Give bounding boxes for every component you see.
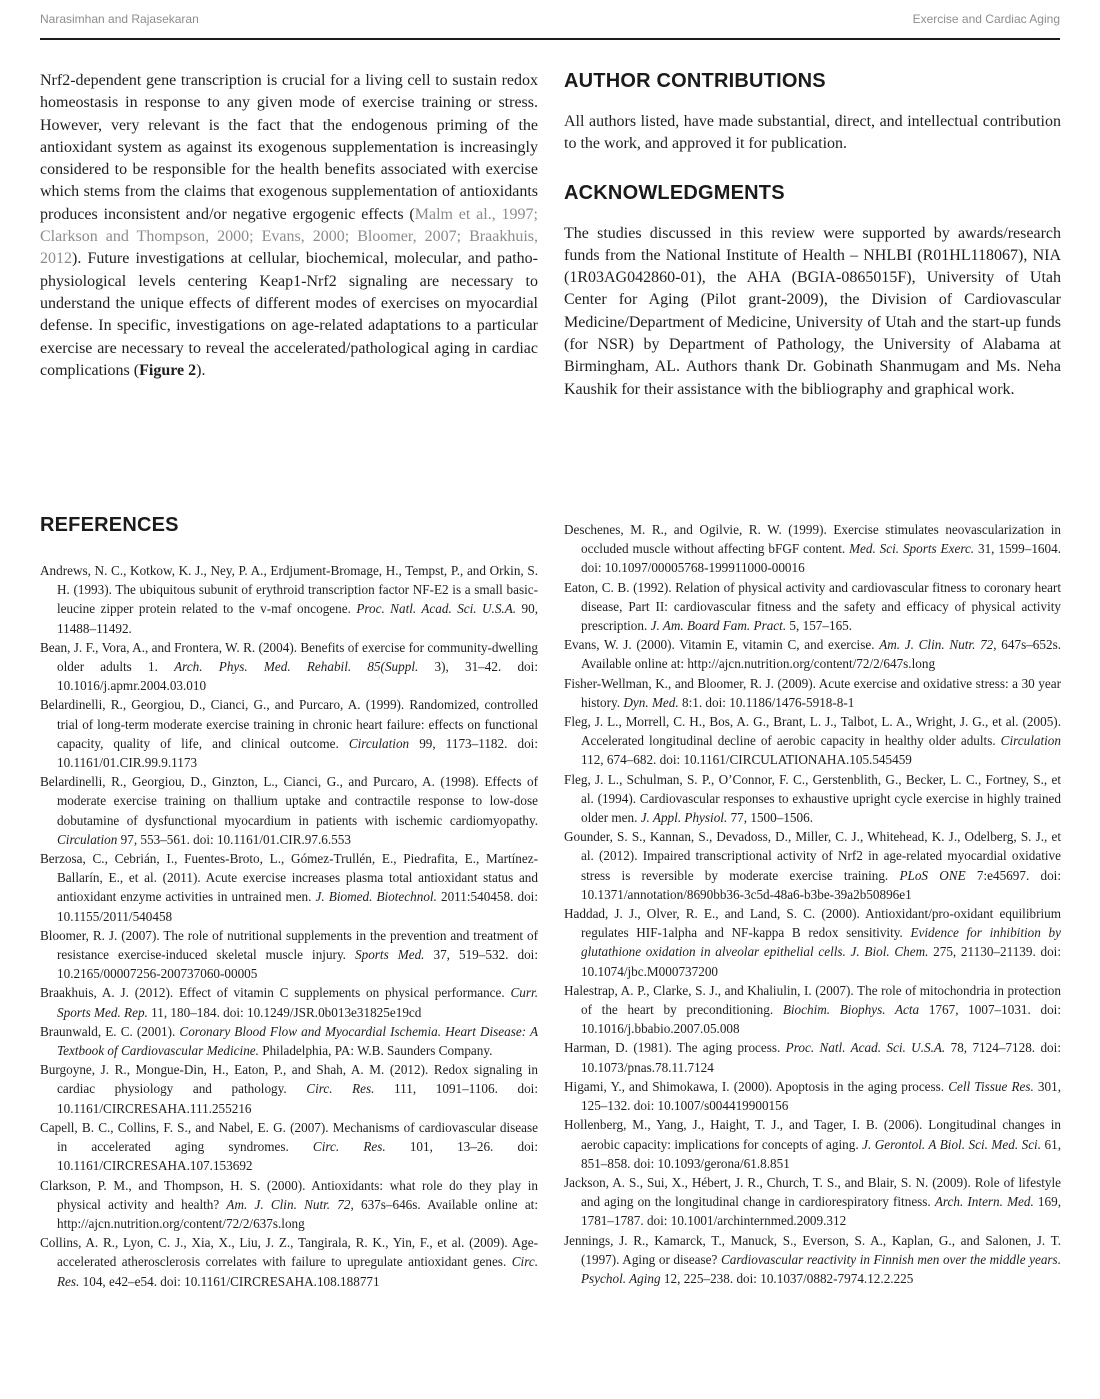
reference-entry: Eaton, C. B. (1992). Relation of physical activity and cardiovascular fitness to coronary heart disease, Part II: cardiovascular fitness and the safety and efficacy of physical activity prescription. J. Am. Board Fam. Pract. 5, 157–165. xyxy=(564,579,1061,634)
acknowledgments-text: The studies discussed in this review were supported by awards/research funds from the National Institute of Health – NHLBI (R01HL118067), NIA (1R03AG042860-01), the AHA (BGIA-0865015F), University of Utah Center for Aging (Pilot grant-2009), the Division of Cardiovascular Medicine/Department of Medicine, University of Utah and the start-up funds (for NSR) by Department of Pathology, the University of Alabama at Birmingham, AL. Authors thank Dr. Gobinath Shanmugam and Ms. Neha Kaushik for their assistance with the bibliography and graphical work. xyxy=(564,224,1061,398)
reference-entry: Capell, B. C., Collins, F. S., and Nabel, E. G. (2007). Mechanisms of cardiovascular disease in accelerated aging syndromes. Circ. Res. 101, 13–26. doi: 10.1161/CIRCRESAHA.107.153692 xyxy=(40,1119,539,1174)
back-matter-column xyxy=(564,70,1061,427)
reference-entry: Jackson, A. S., Sui, X., Hébert, J. R., Church, T. S., and Blair, S. N. (2009). Role of lifestyle and aging on the longitudinal change in cardiorespiratory fitness. Arch. Intern. Med. 169, 1781–1787. doi: 10.1001/archinternmed.2009.312 xyxy=(564,1174,1061,1229)
running-head-title: Exercise and Cardiac Aging xyxy=(912,12,1060,26)
reference-entry: Fleg, J. L., Schulman, S. P., O’Connor, F. C., Gerstenblith, G., Becker, L. C., Fortney, S., et al. (1994). Cardiovascular responses to exhaustive upright cycle exercise in highly trained older men. J. Appl. Physiol. 77, 1500–1506. xyxy=(564,771,1061,826)
reference-entry: Gounder, S. S., Kannan, S., Devadoss, D., Miller, C. J., Whitehead, K. J., Odelberg, S. J., et al. (2012). Impaired transcriptional activity of Nrf2 in age-related myocardial oxidative stress is reversible by moderate exercise training. PLoS ONE 7:e45697. doi: 10.1371/annotation/8690bb36-3c5d-48a6-b3be-39a2b50896e1 xyxy=(564,829,1061,902)
references-list-right xyxy=(564,520,1061,1288)
reference-entry: Jennings, J. R., Kamarck, T., Manuck, S., Everson, S. A., Kaplan, G., and Salonen, J. T. (1997). Aging or disease? Cardiovascular reactivity in Finnish men over the middle years. Psychol. Aging 12, 225–238. doi: 10.1037/0882-7974.12.2.225 xyxy=(564,1232,1061,1286)
reference-entry: Burgoyne, J. R., Mongue-Din, H., Eaton, P., and Shah, A. M. (2012). Redox signaling in cardiac physiology and pathology. Circ. Res. 111, 1091–1106. doi: 10.1161/CIRCRESAHA.111.255216 xyxy=(40,1062,539,1116)
reference-entry: Braakhuis, A. J. (2012). Effect of vitamin C supplements on physical performance. Curr. Sports Med. Rep. 11, 180–184. doi: 10.1249/JSR.0b013e31825e19cd xyxy=(40,985,538,1020)
reference-entry: Fisher-Wellman, K., and Bloomer, R. J. (2009). Acute exercise and oxidative stress: a 30 year history. Dyn. Med. 8:1. doi: 10.1186/1476-5918-8-1 xyxy=(564,675,1061,710)
reference-entry: Evans, W. J. (2000). Vitamin E, vitamin C, and exercise. Am. J. Clin. Nutr. 72, 647s–652s. Available online at: http://ajcn.nutrition.org/content/72/2/647s.long xyxy=(564,637,1061,672)
intro-paragraph: Nrf2-dependent gene transcription is crucial for a living cell to sustain redox homeostasis in response to any given mode of exercise training or stress. However, very relevant is the fact that the endogenous priming of the antioxidant system as against its exogenous supplementation is increasingly considered to be responsible for the health benefits associated with exercise which stems from the claims that exogenous supplementation of antioxidants produces inconsistent and/or negative ergogenic effects (Malm et al., 1997; Clarkson and Thompson, 2000; Evans, 2000; Bloomer, 2007; Braakhuis, 2012). Future investigations at cellular, biochemical, molecular, and patho-physiological levels centering Keap1-Nrf2 signaling are necessary to understand the unique effects of different modes of exercises on myocardial defense. In specific, investigations on age-related adaptations to a particular exercise are necessary to reveal the accelerated/pathological aging in cardiac complications (Figure 2). xyxy=(40,72,538,379)
reference-entry: Collins, A. R., Lyon, C. J., Xia, X., Liu, J. Z., Tangirala, R. K., Yin, F., et al. (2009). Age-accelerated atherosclerosis correlates with failure to upregulate antioxidant genes. Circ. Res. 104, e42–e54. doi: 10.1161/CIRCRESAHA.108.188771 xyxy=(40,1235,538,1289)
intro-column xyxy=(40,70,538,408)
running-head-authors: Narasimhan and Rajasekaran xyxy=(40,12,199,26)
reference-entry: Berzosa, C., Cebrián, I., Fuentes-Broto, L., Gómez-Trullén, E., Piedrafita, E., Martínez-Ballarín, E., et al. (2011). Acute exercise increases plasma total antioxidant status and antioxidant enzyme activities in untrained men. J. Biomed. Biotechnol. 2011:540458. doi: 10.1155/2011/540458 xyxy=(40,851,538,924)
reference-entry: Haddad, J. J., Olver, R. E., and Land, S. C. (2000). Antioxidant/pro-oxidant equilibrium regulates HIF-1alpha and NF-kappa B redox sensitivity. Evidence for inhibition by glutathione oxidation in alveolar epithelial cells. J. Biol. Chem. 275, 21130–21139. doi: 10.1074/jbc.M000737200 xyxy=(564,906,1061,979)
author-contributions-text: All authors listed, have made substantial, direct, and intellectual contribution to the work, and approved it for publication. xyxy=(564,113,1061,153)
reference-entry: Bean, J. F., Vora, A., and Frontera, W. R. (2004). Benefits of exercise for community-dwelling older adults 1. Arch. Phys. Med. Rehabil. 85(Suppl. 3), 31–42. doi: 10.1016/j.apmr.2004.03.010 xyxy=(40,639,538,694)
reference-entry: Harman, D. (1981). The aging process. Proc. Natl. Acad. Sci. U.S.A. 78, 7124–7128. doi: 10.1073/pnas.78.11.7124 xyxy=(564,1040,1061,1075)
reference-entry: Braunwald, E. C. (2001). Coronary Blood Flow and Myocardial Ischemia. Heart Disease: A Textbook of Cardiovascular Medicine. Philadelphia, PA: W.B. Saunders Company. xyxy=(40,1023,538,1059)
references-heading: REFERENCES xyxy=(40,514,179,536)
acknowledgments-heading: ACKNOWLEDGMENTS xyxy=(564,181,785,204)
header-rule xyxy=(40,38,1060,40)
reference-entry: Andrews, N. C., Kotkow, K. J., Ney, P. A., Erdjument-Bromage, H., Tempst, P., and Orkin, S. H. (1993). The ubiquitous subunit of erythroid transcription factor NF-E2 is a small basic-leucine zipper protein related to the v-maf oncogene. Proc. Natl. Acad. Sci. U.S.A. 90, 11488–11492. xyxy=(40,563,538,636)
reference-entry: Deschenes, M. R., and Ogilvie, R. W. (1999). Exercise stimulates neovascularization in occluded muscle without affecting bFGF content. Med. Sci. Sports Exerc. 31, 1599–1604. doi: 10.1097/00005768-199911000-00016 xyxy=(564,522,1061,576)
reference-entry: Belardinelli, R., Georgiou, D., Cianci, G., and Purcaro, A. (1999). Randomized, controlled trial of long-term moderate exercise training in chronic heart failure: effects on functional capacity, quality of life, and clinical outcome. Circulation 99, 1173–1182. doi: 10.1161/01.CIR.99.9.1173 xyxy=(40,697,538,771)
reference-entry: Clarkson, P. M., and Thompson, H. S. (2000). Antioxidants: what role do they play in physical activity and health? Am. J. Clin. Nutr. 72, 637s–646s. Available online at: http://ajcn.nutrition.org/content/72/2/637s.long xyxy=(40,1177,538,1231)
reference-entry: Belardinelli, R., Georgiou, D., Ginzton, L., Cianci, G., and Purcaro, A. (1998). Effects of moderate exercise training on thallium uptake and contractile response to low-dose dobutamine of dysfunctional myocardium in patients with ischemic cardiomyopathy. Circulation 97, 553–561. doi: 10.1161/01.CIR.97.6.553 xyxy=(40,774,538,847)
references-column-left xyxy=(40,514,538,1291)
author-contributions-heading: AUTHOR CONTRIBUTIONS xyxy=(564,70,826,92)
reference-entry: Hollenberg, M., Yang, J., Haight, T. J., and Tager, I. B. (2006). Longitudinal changes in aerobic capacity: implications for concepts of aging. J. Gerontol. A Biol. Sci. Med. Sci. 61, 851–858. doi: 10.1093/gerona/61.8.851 xyxy=(564,1117,1061,1171)
reference-entry: Higami, Y., and Shimokawa, I. (2000). Apoptosis in the aging process. Cell Tissue Res. 301, 125–132. doi: 10.1007/s004419900156 xyxy=(564,1078,1062,1114)
references-list-left xyxy=(40,561,538,1291)
references-column-right xyxy=(564,520,1061,1288)
reference-entry: Halestrap, A. P., Clarke, S. J., and Khaliulin, I. (2007). The role of mitochondria in protection of the heart by preconditioning. Biochim. Biophys. Acta 1767, 1007–1031. doi: 10.1016/j.bbabio.2007.05.008 xyxy=(564,982,1061,1037)
reference-entry: Fleg, J. L., Morrell, C. H., Bos, A. G., Brant, L. J., Talbot, L. A., Wright, J. G., et al. (2005). Accelerated longitudinal decline of aerobic capacity in healthy older adults. Circulation 112, 674–682. doi: 10.1161/CIRCULATIONAHA.105.545459 xyxy=(564,714,1061,768)
reference-entry: Bloomer, R. J. (2007). The role of nutritional supplements in the prevention and treatment of resistance exercise-induced skeletal muscle injury. Sports Med. 37, 519–532. doi: 10.2165/00007256-200737060-00005 xyxy=(40,927,538,982)
